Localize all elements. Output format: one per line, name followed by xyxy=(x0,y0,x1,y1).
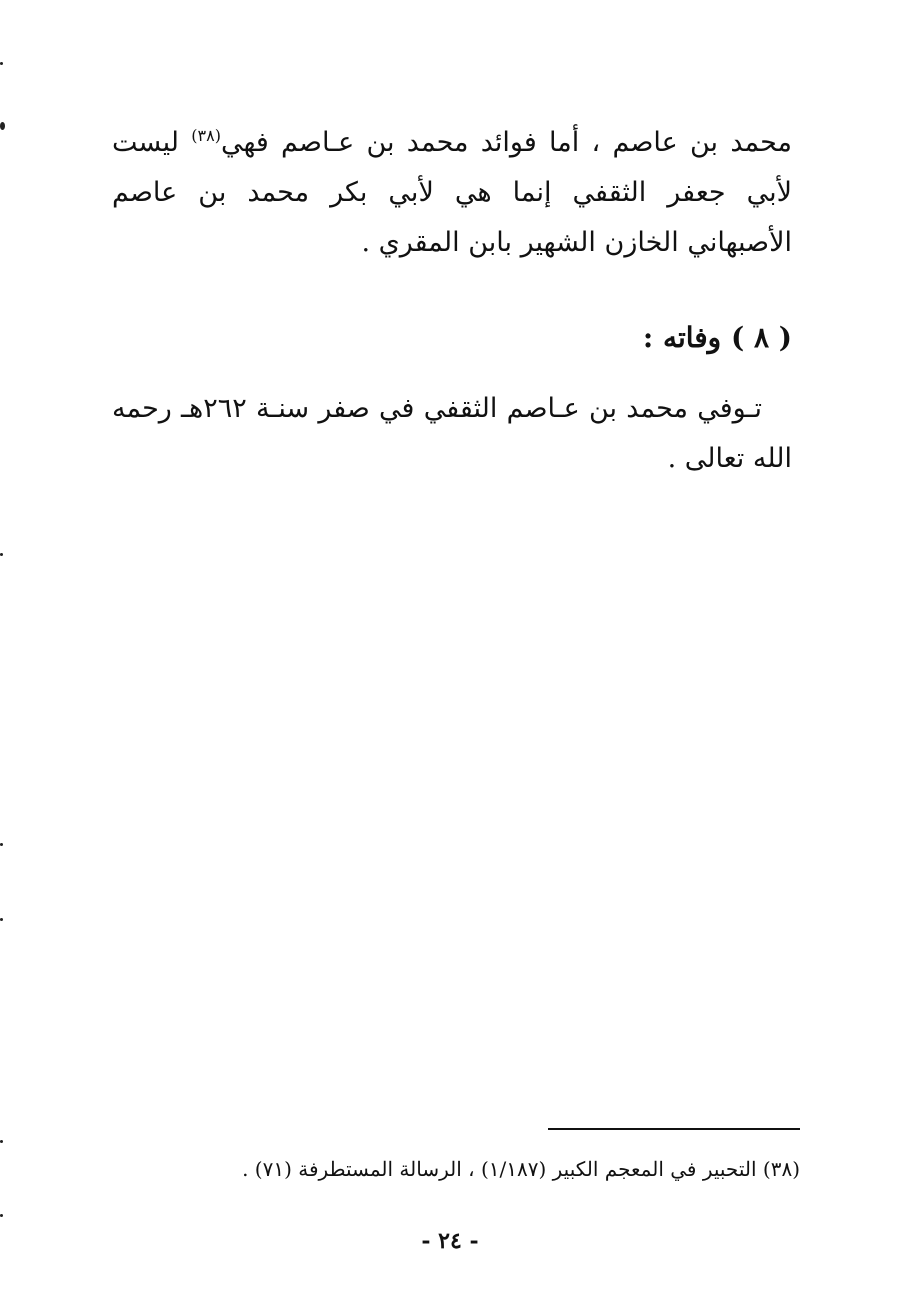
paragraph-2-text: تـوفي محمد بن عـاصم الثقفي في صفر سنـة ٢٦٢هـ رحمه الله تعالى . xyxy=(112,393,792,474)
scan-speck xyxy=(0,122,5,130)
paragraph-1-text-after-ref: ليست لأبي جعفر الثقفي إنما هي لأبي بكر محمد بن عاصم الأصبهاني الخازن الشهير بابن المقري . xyxy=(112,127,792,258)
scan-speck xyxy=(0,918,3,921)
paragraph-1-text-before-ref: محمد بن عاصم ، أما فوائد محمد بن عـاصم فهي xyxy=(220,127,792,158)
footnote-38: (٣٨) التحبير في المعجم الكبير (١/١٨٧) ، الرسالة المستطرفة (٧١) . xyxy=(242,1157,800,1181)
scan-speck xyxy=(0,1214,3,1217)
scan-speck xyxy=(0,843,3,846)
scan-speck xyxy=(0,1140,3,1143)
footnote-separator xyxy=(548,1128,800,1130)
section-heading-death: ( ٨ ) وفاته : xyxy=(642,321,792,354)
body-paragraph-1 xyxy=(112,118,792,268)
scan-speck xyxy=(0,553,3,556)
body-paragraph-2 xyxy=(112,384,792,484)
footnote-reference-38: (٣٨) xyxy=(191,126,221,145)
scan-speck xyxy=(0,62,3,65)
page-number: - ٢٤ - xyxy=(421,1228,479,1254)
